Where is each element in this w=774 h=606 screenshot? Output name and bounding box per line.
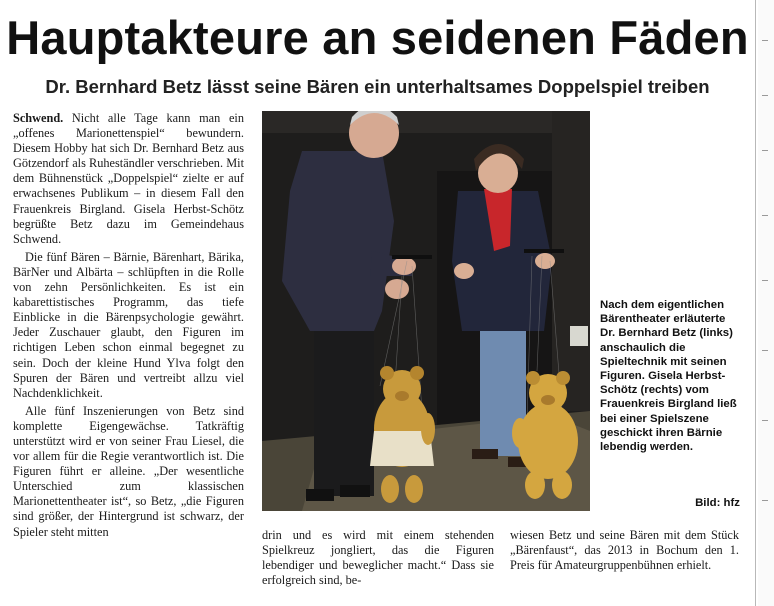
page-edge-line bbox=[755, 0, 756, 606]
margin-mark bbox=[762, 150, 768, 151]
paragraph-1-text: Nicht alle Tage kann man ein „offenes Marionettenspiel“ bewundern. Diesem Hobby hat sich Dr. Bernhard Betz aus Götzendorf als Ruheständler verschrieben. Mit dem Bühnenstück „Doppelspiel“ zielte er auf erwachsenes Publikum – in diesem Fall den Frauenkreis Birgland. Gisela Herbst-Schötz begrüßte Betz dazu im Gemeindehaus Schwend. bbox=[13, 111, 244, 246]
page-margin-right bbox=[758, 0, 774, 606]
subheadline: Dr. Bernhard Betz lässt seine Bären ein unterhaltsames Doppelspiel treiben bbox=[45, 76, 710, 97]
article-column-1 bbox=[13, 111, 244, 543]
article-column-3 bbox=[510, 528, 739, 576]
margin-mark bbox=[762, 95, 768, 96]
margin-mark bbox=[762, 500, 768, 501]
margin-mark bbox=[762, 280, 768, 281]
paragraph-continuation: drin und es wird mit einem stehenden Spielkreuz jongliert, das die Figuren lebendiger und beweglicher macht.“ Dass sie erfolgreich sind, be- bbox=[262, 528, 494, 588]
paragraph-2: Die fünf Bären – Bärnie, Bärenhart, Bärika, BärNer und Albärta – schlüpften in die Rolle von zehn Persönlichkeiten. Es ist ein kabarettistisches Programm, das tiefe Einblicke in die Bärenpsychologie gewährt. Jeder Zuschauer glaubt, den Figuren im richtigen Leben schon einmal begegnet zu sein. Doch der kleine Hund Ylva folgt den Spuren der Bären und vertreibt allzu viel Nachdenklichkeit. bbox=[13, 249, 244, 400]
paragraph-final: wiesen Betz und seine Bären mit dem Stück „Bärenfaust“, das 2013 in Bochum den 1. Preis für Amateurgruppenbühnen erhielt. bbox=[510, 528, 739, 573]
margin-mark bbox=[762, 350, 768, 351]
headline: Hauptakteure an seidenen Fäden bbox=[6, 11, 749, 64]
paragraph-1 bbox=[13, 111, 244, 247]
dateline: Schwend. bbox=[13, 111, 64, 125]
paragraph-3: Alle fünf Inszenierungen von Betz sind komplette Eigengewächse. Tatkräftig unterstützt wird er von seiner Frau Liesel, die vor allem für die Regie verantwortlich ist. Die Figuren führt er alleine. „Der wesentliche Unterschied zum klassischen Marionettentheater ist“, so Betz, „die Figuren sind größer, der Hintergrund ist schwarz, der Spieler steht mitten bbox=[13, 403, 244, 539]
puppet-theater-photo bbox=[262, 111, 590, 511]
photo-credit: Bild: hfz bbox=[695, 497, 740, 509]
margin-mark bbox=[762, 40, 768, 41]
article-column-2 bbox=[262, 528, 494, 591]
margin-mark bbox=[762, 215, 768, 216]
photo-caption: Nach dem eigentlichen Bärentheater erläuterte Dr. Bernhard Betz (links) anschaulich die Spieltechnik mit seinen Figuren. Gisela Herbst-Schötz (rechts) vom Frauenkreis Birgland ließ bei einer Spielszene geschickt ihren Bärnie lebendig werden. bbox=[600, 299, 737, 454]
margin-mark bbox=[762, 420, 768, 421]
article-photo bbox=[262, 111, 590, 511]
